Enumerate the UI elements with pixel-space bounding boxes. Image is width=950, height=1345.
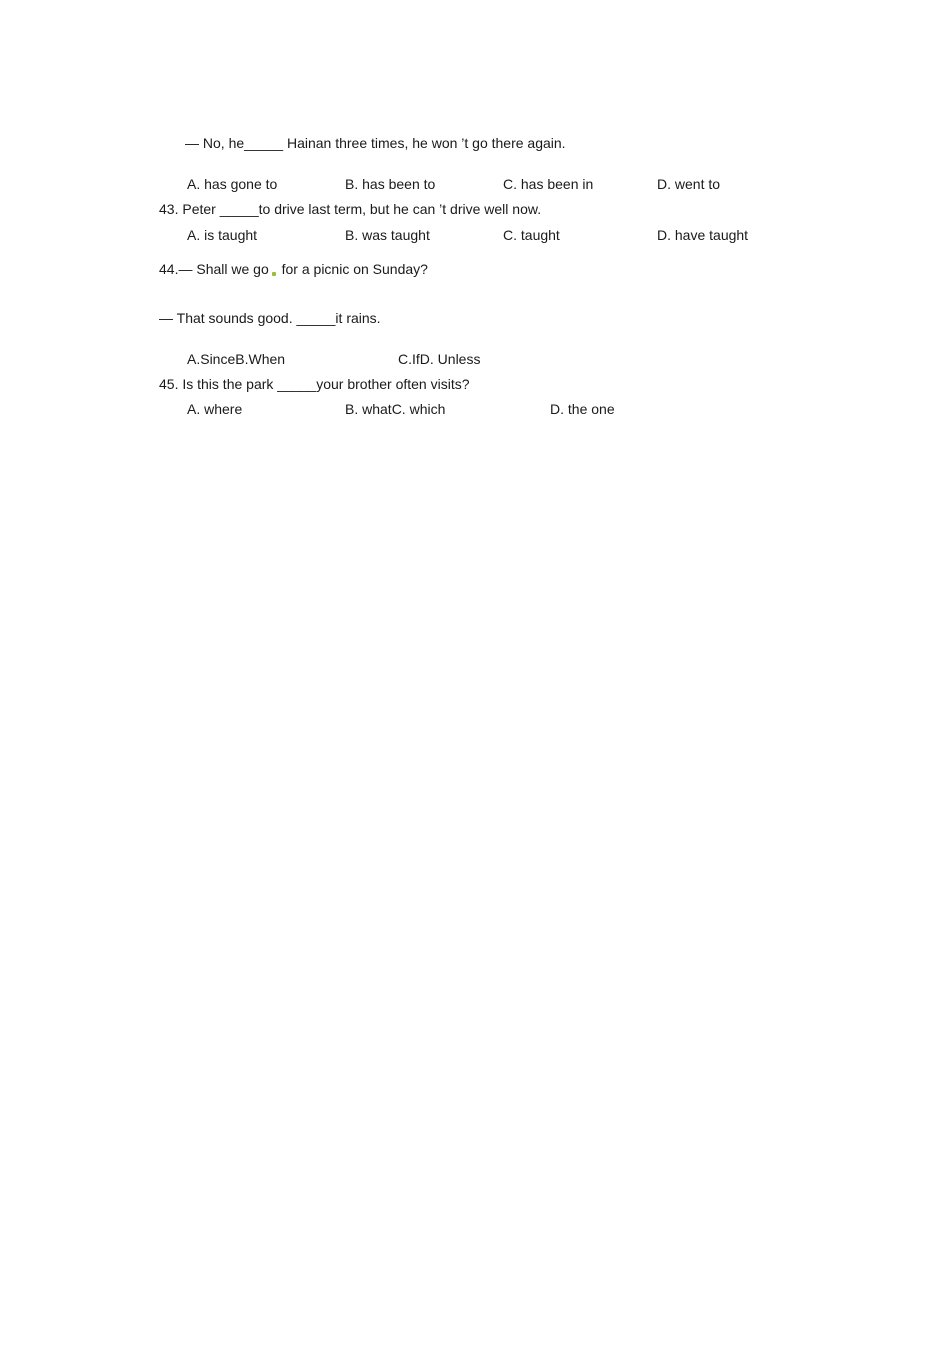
q44-options-cd: C.IfD. Unless: [398, 351, 481, 367]
q45-stem: 45. Is this the park _____your brother often visits?: [159, 376, 470, 392]
q42-option-c: C. has been in: [503, 176, 594, 192]
q44-stem-end: for a picnic on Sunday?: [277, 261, 428, 277]
q43-option-a: A. is taught: [187, 227, 258, 243]
q43-option-c: C. taught: [503, 227, 560, 243]
q42-option-d: D. went to: [657, 176, 721, 192]
q42-option-a: A. has gone to: [187, 176, 278, 192]
q45-options-bc: B. whatC. which: [345, 401, 446, 417]
q45-option-d: D. the one: [550, 401, 615, 417]
q43-option-b: B. was taught: [345, 227, 430, 243]
artifact-dot: [272, 272, 276, 276]
q44-reply: — That sounds good. _____it rains.: [159, 310, 381, 326]
q44-stem-start: 44.— Shall we go: [159, 261, 269, 277]
q42-option-b: B. has been to: [345, 176, 436, 192]
q43-stem: 43. Peter _____to drive last term, but he can ’t drive well now.: [159, 201, 542, 217]
q43-option-d: D. have taught: [657, 227, 749, 243]
q44-stem: [159, 260, 428, 278]
q44-options-ab: A.SinceB.When: [187, 351, 286, 367]
q45-option-a: A. where: [187, 401, 243, 417]
q42-answer-line: — No, he_____ Hainan three times, he won ’t go there again.: [185, 135, 566, 151]
